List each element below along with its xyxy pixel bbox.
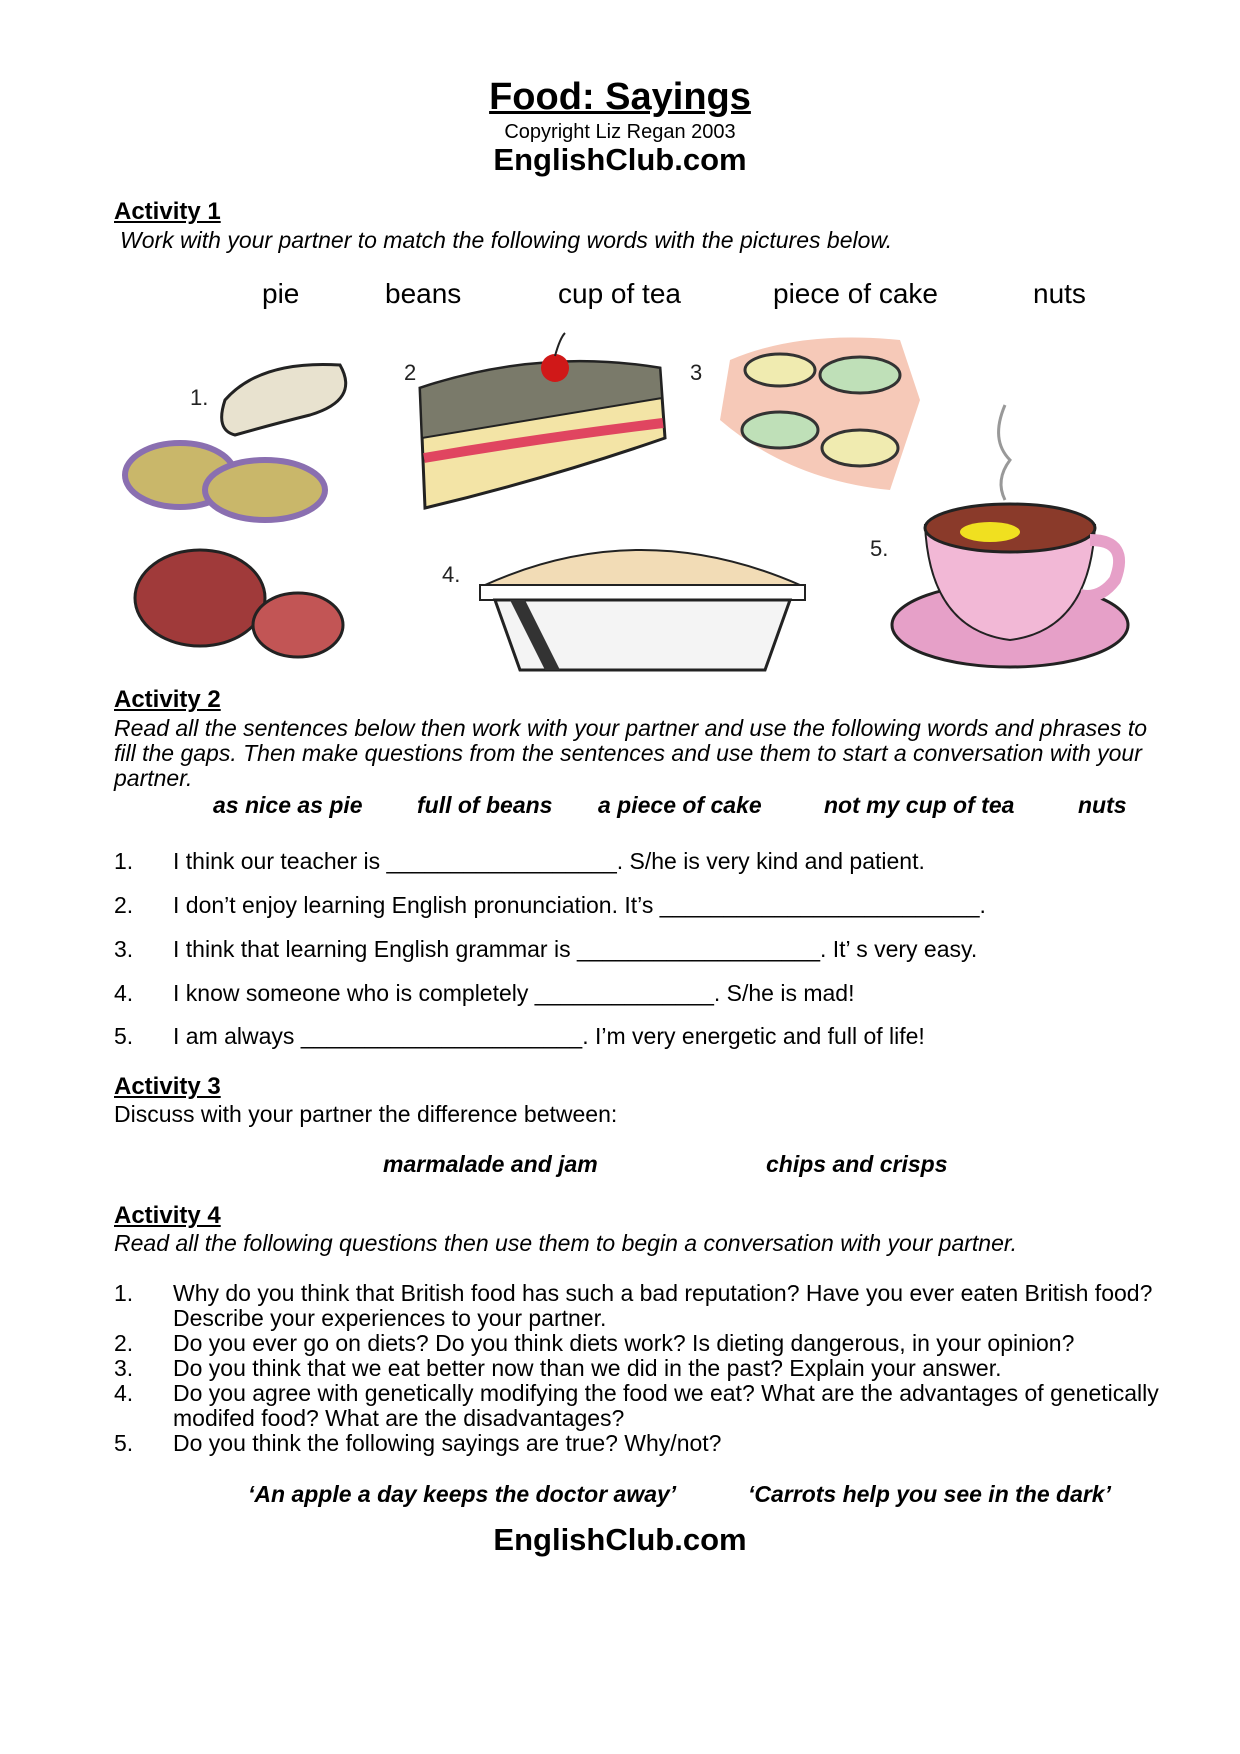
pair-2: chips and crisps bbox=[766, 1151, 948, 1177]
question-text: Do you agree with genetically modifying the food we eat? What are the advantages of genetically modifed food? What are the disadvantages? bbox=[173, 1380, 1159, 1431]
picture-number-4: 4. bbox=[442, 562, 461, 587]
phrase: nuts bbox=[1078, 792, 1127, 818]
question-4 bbox=[114, 1381, 1234, 1431]
sentence-text: I think that learning English grammar is ___________________. It’ s very easy. bbox=[173, 936, 978, 962]
activity4-heading: Activity 4 bbox=[114, 1202, 221, 1229]
sentence-number: 4. bbox=[114, 980, 134, 1006]
saying-1: ‘An apple a day keeps the doctor away’ bbox=[248, 1481, 677, 1507]
page-title bbox=[0, 76, 1240, 119]
question-text: Do you think that we eat better now than we did in the past? Explain your answer. bbox=[173, 1355, 1002, 1381]
word-nuts: nuts bbox=[1033, 278, 1086, 309]
activity1-heading: Activity 1 bbox=[114, 198, 221, 225]
cup-of-tea-picture bbox=[885, 400, 1135, 675]
activity2-instruction-line2: fill the gaps. Then make questions from the sentences and use them to start a conversation with your bbox=[114, 740, 1142, 766]
word-cup-of-tea: cup of tea bbox=[558, 278, 681, 309]
site-name: EnglishClub.com bbox=[493, 142, 747, 177]
question-number: 4. bbox=[114, 1380, 134, 1406]
picture-number-2: 2 bbox=[404, 360, 417, 385]
activity3-instruction: Discuss with your partner the difference between: bbox=[114, 1101, 618, 1127]
title-text: Food: Sayings bbox=[489, 76, 751, 118]
activity2-heading: Activity 2 bbox=[114, 686, 221, 713]
activity2-instruction-line3: partner. bbox=[114, 765, 193, 791]
sentence-text: I don’t enjoy learning English pronunciation. It’s _________________________. bbox=[173, 892, 986, 918]
activity2-instruction-line1: Read all the sentences below then work with your partner and use the following words and phrases to bbox=[114, 715, 1148, 741]
cake-picture bbox=[410, 328, 670, 518]
sentence-text: I am always ______________________. I’m very energetic and full of life! bbox=[173, 1023, 925, 1049]
question-text: Do you ever go on diets? Do you think diets work? Is dieting dangerous, in your opinion? bbox=[173, 1330, 1075, 1356]
copyright: Copyright Liz Regan 2003 bbox=[504, 121, 736, 143]
phrase: full of beans bbox=[417, 792, 553, 818]
question-3 bbox=[114, 1356, 1234, 1381]
activity1-instruction: Work with your partner to match the following words with the pictures below. bbox=[120, 227, 893, 253]
picture-number-5: 5. bbox=[870, 536, 889, 561]
sentence-number: 3. bbox=[114, 936, 134, 962]
pie-picture bbox=[475, 535, 810, 675]
pair-1: marmalade and jam bbox=[383, 1151, 598, 1177]
question-1 bbox=[114, 1281, 1234, 1331]
picture-number-3: 3 bbox=[690, 360, 703, 385]
activity3-heading: Activity 3 bbox=[114, 1073, 221, 1100]
question-text: Why do you think that British food has such a bad reputation? Have you ever eaten British food? Describe your experiences to your partner. bbox=[173, 1280, 1153, 1331]
question-number: 1. bbox=[114, 1280, 134, 1306]
question-number: 2. bbox=[114, 1330, 134, 1356]
question-number: 5. bbox=[114, 1430, 134, 1456]
word-piece-of-cake: piece of cake bbox=[773, 278, 938, 309]
question-text: Do you think the following sayings are true? Why/not? bbox=[173, 1430, 722, 1456]
activity4-instruction: Read all the following questions then use them to begin a conversation with your partner. bbox=[114, 1230, 1018, 1256]
question-5 bbox=[114, 1431, 1234, 1456]
sentence-number: 2. bbox=[114, 892, 134, 918]
phrase: not my cup of tea bbox=[824, 792, 1015, 818]
sentence-text: I think our teacher is __________________. S/he is very kind and patient. bbox=[173, 848, 925, 874]
saying-2: ‘Carrots help you see in the dark’ bbox=[748, 1481, 1111, 1507]
footer-site: EnglishClub.com bbox=[493, 1522, 747, 1557]
word-pie: pie bbox=[262, 278, 300, 309]
nuts-picture bbox=[120, 340, 360, 670]
sentence-text: I know someone who is completely ______________. S/he is mad! bbox=[173, 980, 855, 1006]
word-beans: beans bbox=[385, 278, 462, 309]
question-number: 3. bbox=[114, 1355, 134, 1381]
picture-number-1: 1. bbox=[190, 385, 209, 410]
phrase: as nice as pie bbox=[213, 792, 363, 818]
sentence-number: 5. bbox=[114, 1023, 134, 1049]
sentence-number: 1. bbox=[114, 848, 134, 874]
question-2 bbox=[114, 1331, 1234, 1356]
phrase: a piece of cake bbox=[598, 792, 762, 818]
